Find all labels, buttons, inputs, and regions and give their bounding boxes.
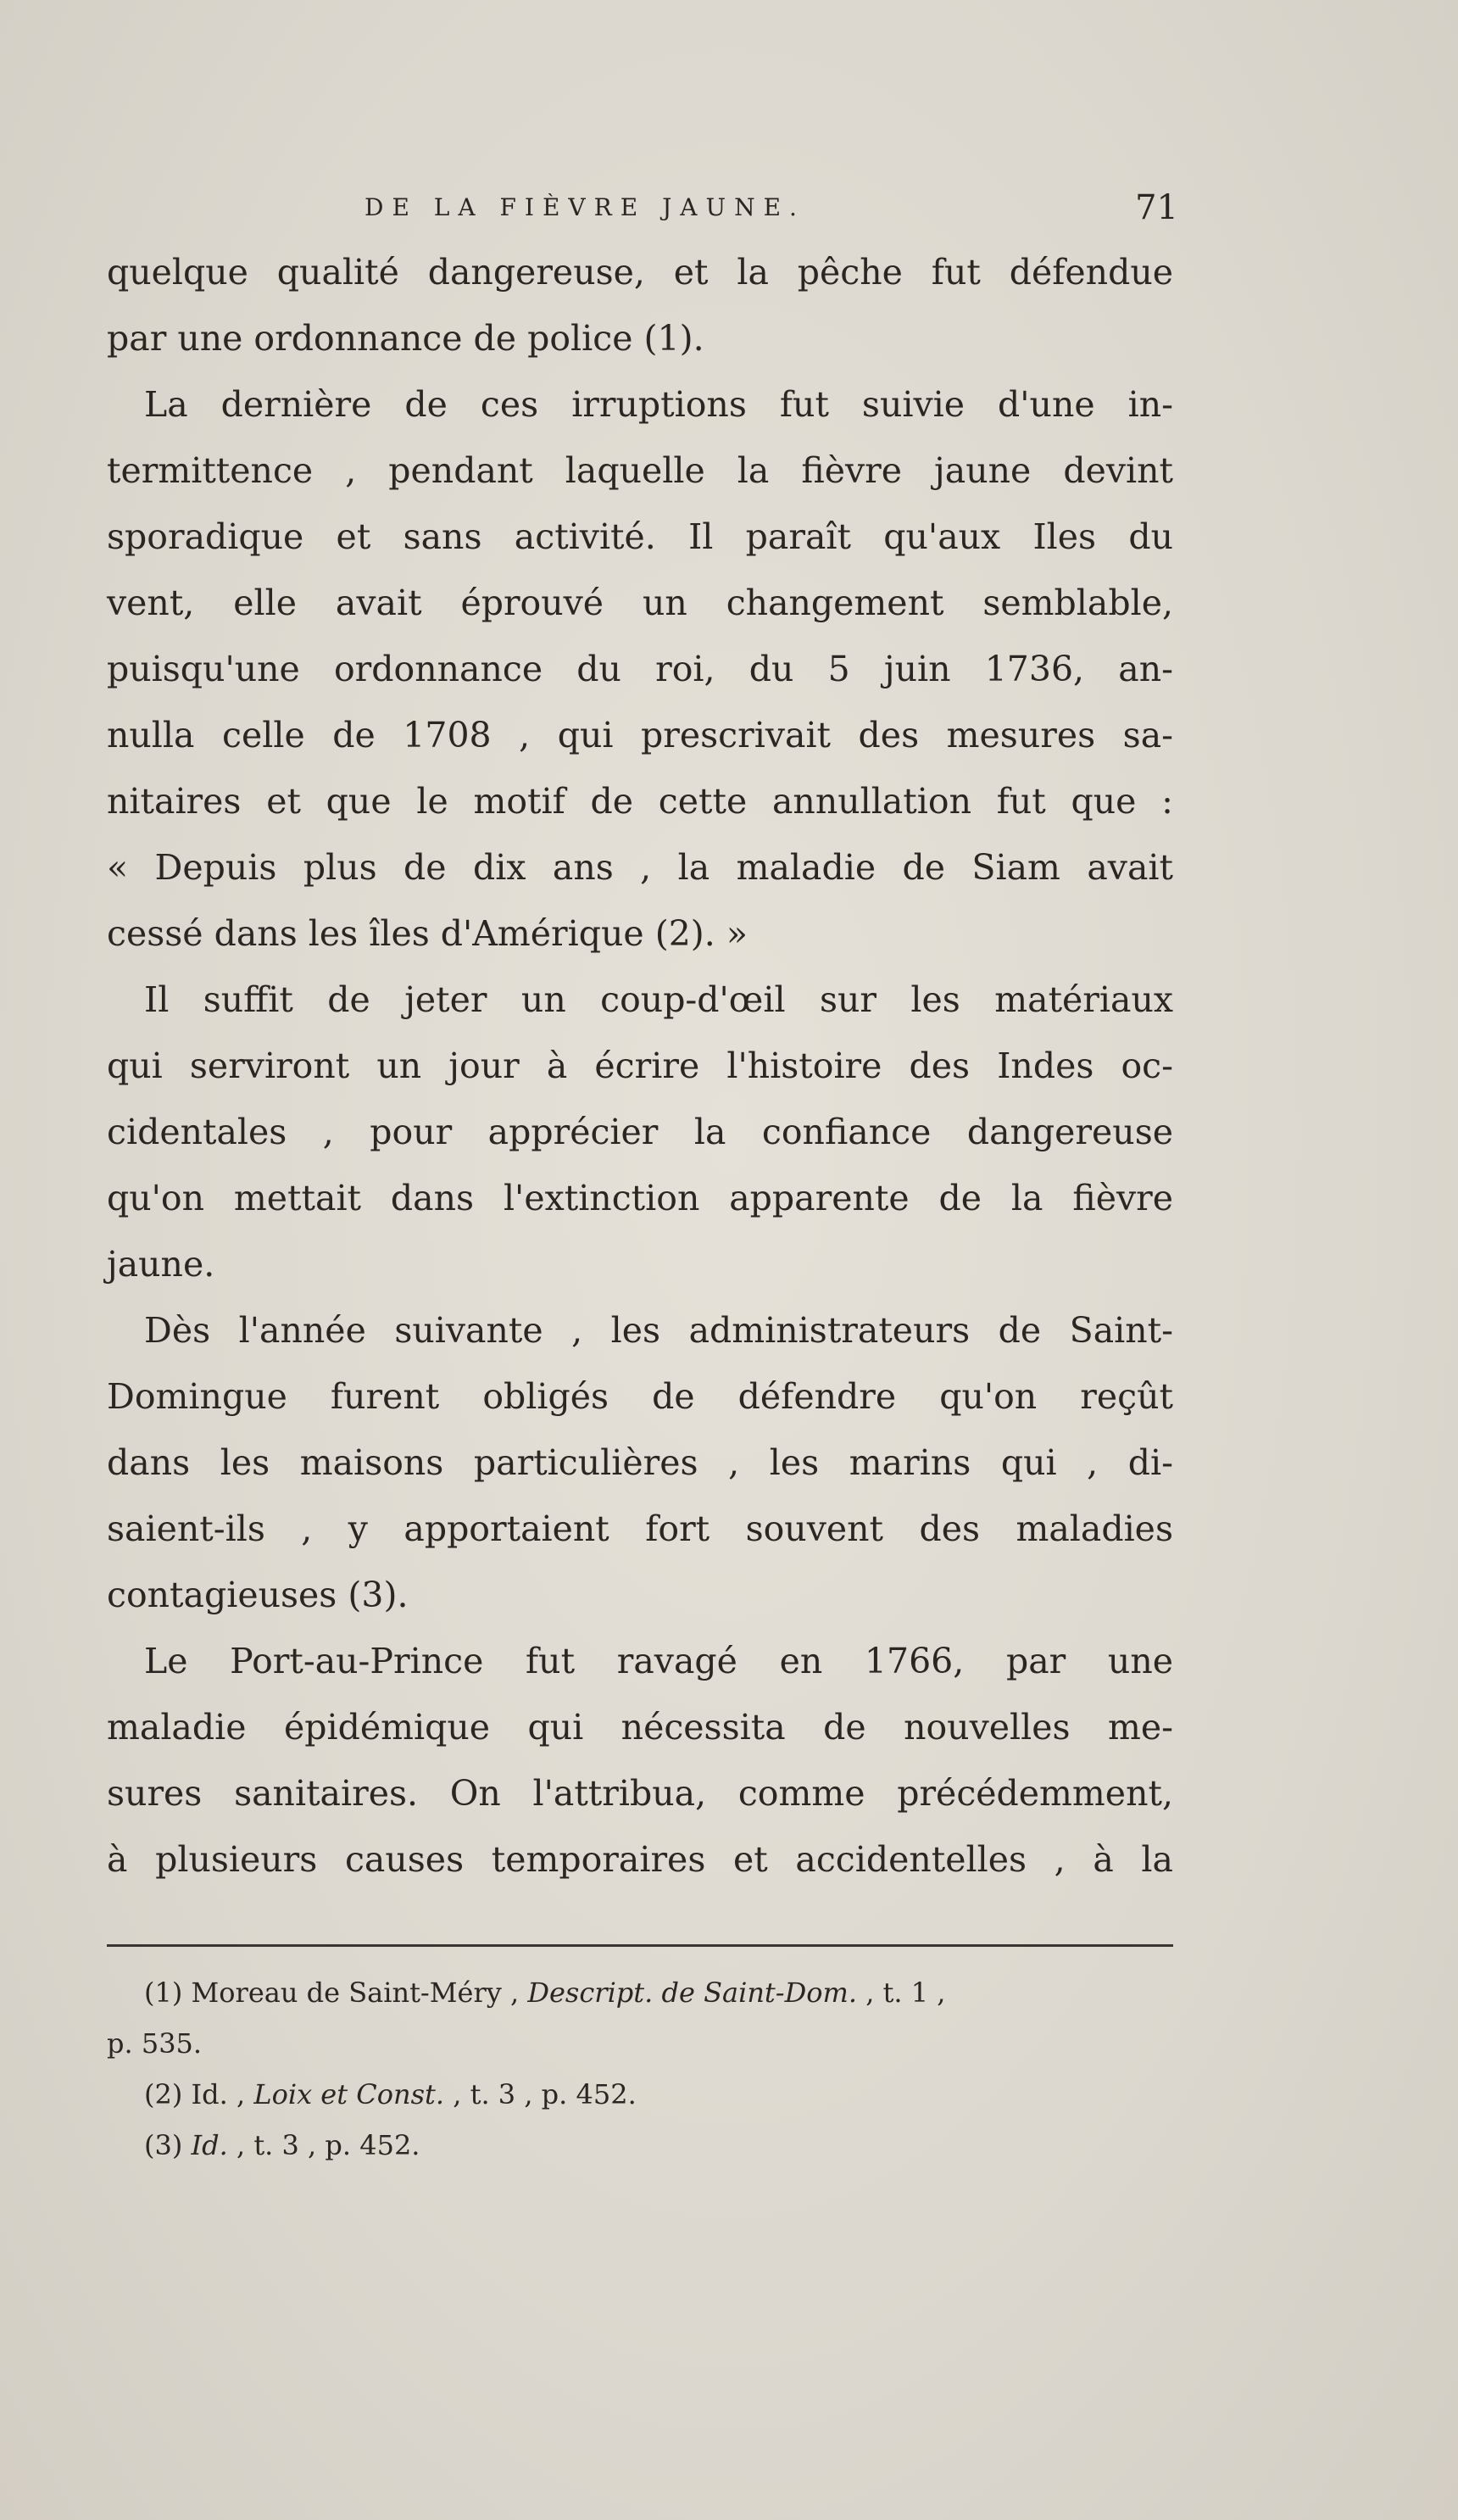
footnote-3-volume: , t. 3 , p. 452. — [236, 2129, 420, 2161]
text-line: sures sanitaires. On l'attribua, comme précédemment, — [107, 1773, 1173, 1814]
page-number: 71 — [1135, 188, 1178, 227]
body-text — [107, 239, 1173, 1893]
footnote-2-title: Loix et Const. — [253, 2078, 445, 2110]
text-line: jaune. — [107, 1244, 215, 1285]
text-line: « Depuis plus de dix ans , la maladie de Siam avait — [107, 847, 1173, 888]
footnote-2 — [107, 2069, 1173, 2120]
text-line: nitaires et que le motif de cette annullation fut que : — [107, 781, 1173, 822]
text-line: Dès l'année suivante , les administrateurs de Saint- — [144, 1310, 1173, 1351]
text-line: Le Port-au-Prince fut ravagé en 1766, par une — [144, 1641, 1173, 1681]
footnotes — [107, 1967, 1173, 2171]
text-line: La dernière de ces irruptions fut suivie d'une in- — [144, 384, 1173, 425]
text-line: à plusieurs causes temporaires et accidentelles , à la — [107, 1839, 1173, 1880]
footnote-3-ibid: Id. — [191, 2129, 228, 2161]
footnote-3 — [107, 2120, 1173, 2171]
footnote-rule — [107, 1944, 1173, 1947]
footnote-1-author: (1) Moreau de Saint-Méry , — [144, 1976, 520, 2009]
text-line: cidentales , pour apprécier la confiance dangereuse — [107, 1112, 1173, 1152]
text-line: maladie épidémique qui nécessita de nouvelles me- — [107, 1707, 1173, 1748]
text-line: par une ordonnance de police (1). — [107, 318, 704, 359]
running-title: DE LA FIÈVRE JAUNE. — [364, 193, 805, 221]
text-line: vent, elle avait éprouvé un changement semblable, — [107, 583, 1173, 623]
text-line: Domingue furent obligés de défendre qu'on reçût — [107, 1376, 1173, 1417]
text-line: contagieuses (3). — [107, 1575, 409, 1615]
footnote-1-title: Descript. de Saint-Dom. — [527, 1976, 858, 2009]
footnote-2-volume: , t. 3 , p. 452. — [453, 2078, 637, 2110]
text-line: qui serviront un jour à écrire l'histoire des Indes oc- — [107, 1045, 1173, 1086]
text-line: quelque qualité dangereuse, et la pêche fut défendue — [107, 252, 1173, 293]
text-line: saient-ils , y apportaient fort souvent des maladies — [107, 1508, 1173, 1549]
text-line: termittence , pendant laquelle la fièvre jaune devint — [107, 450, 1173, 491]
footnote-2-author: (2) Id. , — [144, 2078, 246, 2110]
text-line: nulla celle de 1708 , qui prescrivait des mesures sa- — [107, 715, 1173, 755]
footnote-3-number: (3) — [144, 2129, 183, 2161]
text-line: qu'on mettait dans l'extinction apparente de la fièvre — [107, 1178, 1173, 1218]
footnote-1-volume: , t. 1 , — [865, 1976, 946, 2009]
footnote-1 — [107, 1967, 1173, 2018]
footnote-1-continued: p. 535. — [107, 2027, 203, 2060]
page-header — [364, 188, 1178, 227]
text-line: sporadique et sans activité. Il paraît qu'aux Iles du — [107, 516, 1173, 557]
text-line: cessé dans les îles d'Amérique (2). » — [107, 913, 748, 954]
text-line: Il suffit de jeter un coup-d'œil sur les matériaux — [144, 979, 1173, 1020]
text-line: puisqu'une ordonnance du roi, du 5 juin 1736, an- — [107, 649, 1173, 689]
text-line: dans les maisons particulières , les marins qui , di- — [107, 1442, 1173, 1483]
